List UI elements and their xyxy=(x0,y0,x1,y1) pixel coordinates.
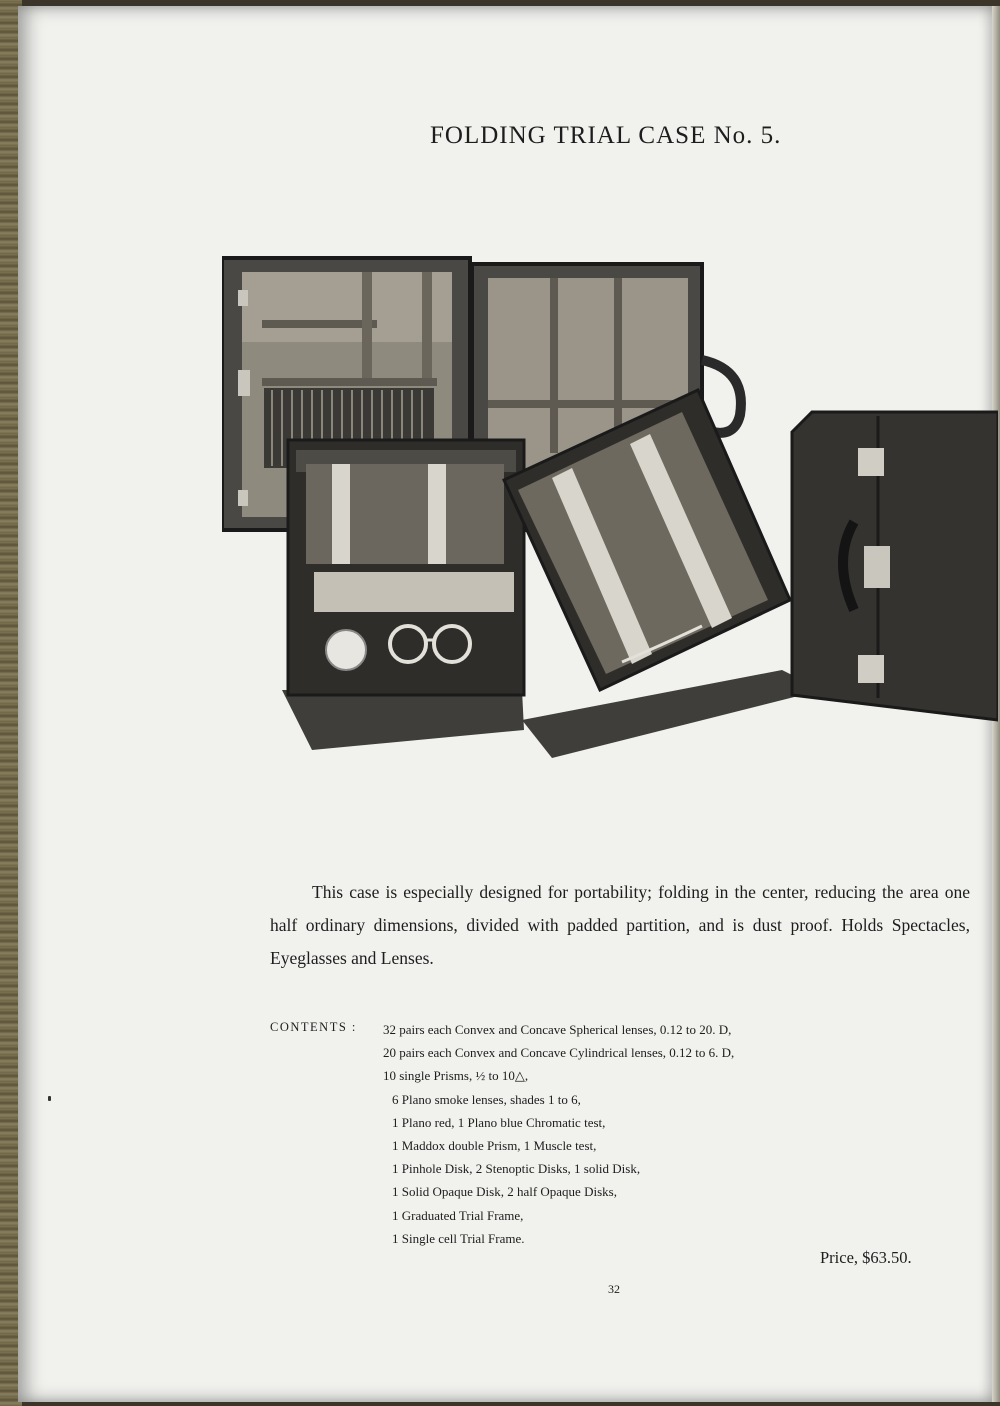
page-title: FOLDING TRIAL CASE No. 5. xyxy=(430,122,782,149)
print-speck xyxy=(48,1096,51,1101)
contents-item: 1 Maddox double Prism, 1 Muscle test, xyxy=(392,1137,597,1153)
page-number: 32 xyxy=(608,1282,620,1296)
price: Price, $63.50. xyxy=(820,1248,912,1267)
contents-item: 10 single Prisms, ½ to 10△, xyxy=(383,1068,529,1084)
contents-item: 1 Single cell Trial Frame. xyxy=(392,1230,525,1246)
contents-item: 1 Solid Opaque Disk, 2 half Opaque Disks, xyxy=(392,1184,617,1200)
closed-case xyxy=(792,412,998,720)
lens-tray-left xyxy=(282,440,524,750)
contents-item: 20 pairs each Convex and Concave Cylindrical lenses, 0.12 to 6. D, xyxy=(383,1045,735,1061)
contents-label: CONTENTS : xyxy=(270,1020,357,1034)
contents-item: 6 Plano smoke lenses, shades 1 to 6, xyxy=(392,1091,581,1107)
contents-item: 32 pairs each Convex and Concave Spherical lenses, 0.12 to 20. D, xyxy=(383,1022,732,1037)
trial-case-photo xyxy=(222,250,998,760)
contents-item: 1 Graduated Trial Frame, xyxy=(392,1207,524,1223)
contents-list xyxy=(383,1018,903,1250)
contents-item: 1 Pinhole Disk, 2 Stenoptic Disks, 1 solid Disk, xyxy=(392,1161,641,1177)
contents-item: 1 Plano red, 1 Plano blue Chromatic test, xyxy=(392,1114,606,1130)
description-paragraph: This case is especially designed for portability; folding in the center, reducing the area one half ordinary dimensions, divided with padded partition, and is dust proof. Holds Spectacles, Eyeglasses and Lenses. xyxy=(270,882,970,968)
